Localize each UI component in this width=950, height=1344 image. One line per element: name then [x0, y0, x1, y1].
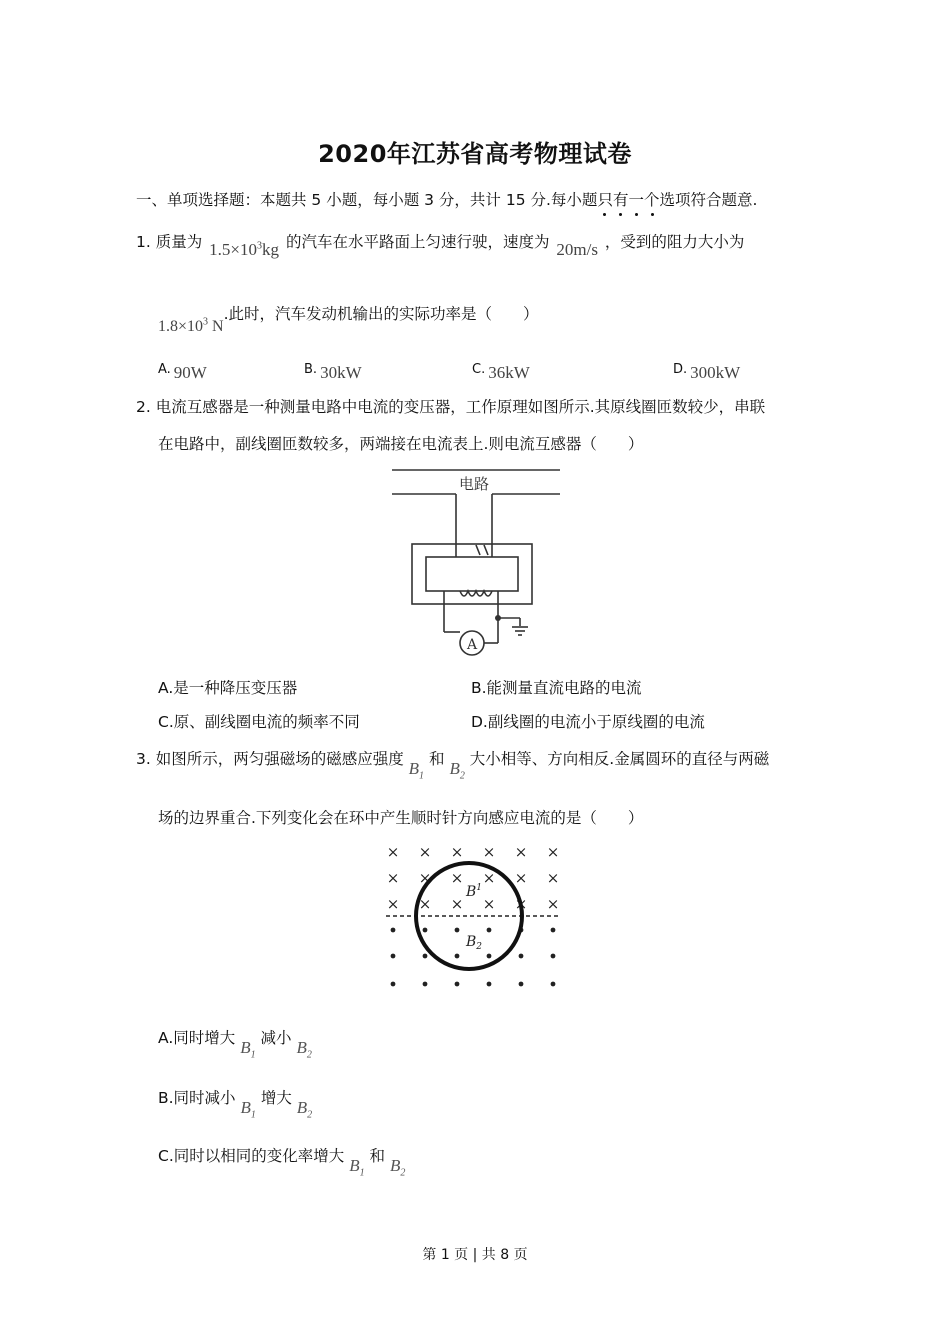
field-into-page-mark: × [450, 895, 464, 913]
q3-b1: $B_1$ [408, 759, 425, 782]
field-out-of-page-mark [455, 982, 460, 987]
q2-line1: 2. 电流互感器是一种测量电路中电流的变压器，工作原理如图所示.其原线圈匝数较少，串联 [136, 398, 766, 416]
field-into-page-mark: × [546, 843, 560, 861]
field-into-page-mark: × [482, 869, 496, 887]
page-footer: 第 1 页 | 共 8 页 [422, 1247, 528, 1263]
field-into-page-mark: × [482, 843, 496, 861]
q3-text-1: 3. 如图所示，两匀强磁场的磁感应强度 [136, 750, 404, 768]
field-into-page-mark: × [450, 843, 464, 861]
field-into-page-mark: × [546, 895, 560, 913]
q3-option-b[interactable]: B.同时减小 $B_1$ 增大 $B_2$ [158, 1089, 313, 1121]
q1-line1 [136, 230, 745, 259]
field-out-of-page-mark [455, 954, 460, 959]
field-into-page-mark: × [514, 843, 528, 861]
page-title: 2020年江苏省高考物理试卷 [318, 140, 632, 168]
q1-text-1: 1. 质量为 [136, 233, 203, 251]
field-into-page-mark: × [418, 843, 432, 861]
q3-option-c[interactable]: C.同时以相同的变化率增大 $B_1$ 和 $B_2$ [158, 1147, 406, 1179]
q3-magnetic-field-diagram [380, 838, 570, 998]
field-out-of-page-mark [487, 982, 492, 987]
q1-speed: 20m/s [556, 240, 598, 259]
field-into-page-mark: × [418, 895, 432, 913]
q1-line2 [158, 302, 539, 335]
q3-line1 [136, 747, 770, 782]
section-heading [136, 188, 757, 210]
field-into-page-mark: × [450, 869, 464, 887]
q3-line2: 场的边界重合.下列变化会在环中产生顺时针方向感应电流的是（ ） [158, 809, 644, 827]
field-into-page-mark: × [386, 895, 400, 913]
field-out-of-page-mark [391, 928, 396, 933]
q3-text-2: 大小相等、方向相反.金属圆环的直径与两磁 [469, 750, 770, 768]
q3-figure-b1: $B^1$ [466, 883, 483, 900]
q2-option-a[interactable]: A.是一种降压变压器 [158, 679, 298, 697]
field-out-of-page-mark [423, 928, 428, 933]
field-into-page-mark: × [386, 869, 400, 887]
q1-mass: $1.5\times 10^3kg$ [209, 240, 279, 259]
field-into-page-mark: × [386, 843, 400, 861]
section-heading-prefix: 一、单项选择题：本题共 5 小题，每小题 3 分，共计 15 分.每小题 [136, 191, 598, 209]
field-out-of-page-mark [551, 982, 556, 987]
field-out-of-page-mark [423, 982, 428, 987]
field-out-of-page-mark [519, 982, 524, 987]
q3-text-and: 和 [428, 750, 445, 768]
field-out-of-page-mark [487, 954, 492, 959]
q2-option-c[interactable]: C.原、副线圈电流的频率不同 [158, 713, 360, 731]
field-out-of-page-mark [423, 954, 428, 959]
field-into-page-mark: × [514, 895, 528, 913]
q3-option-a[interactable]: A.同时增大 $B_1$ 减小 $B_2$ [158, 1029, 312, 1061]
q1-force: $1.8\times 10^3$ N [158, 316, 224, 335]
q1-text-3: ，受到的阻力大小为 [604, 233, 745, 251]
field-into-page-mark: × [482, 895, 496, 913]
field-out-of-page-mark [551, 928, 556, 933]
q1-option-d[interactable]: D. 300kW [673, 362, 741, 382]
q2-option-d[interactable]: D.副线圈的电流小于原线圈的电流 [471, 713, 705, 731]
q2-figure-label: 电路 [458, 475, 490, 493]
field-out-of-page-mark [455, 928, 460, 933]
field-out-of-page-mark [391, 982, 396, 987]
q1-option-a[interactable]: A. 90W [158, 362, 207, 382]
q1-option-b[interactable]: B. 30kW [304, 362, 362, 382]
field-into-page-mark: × [546, 869, 560, 887]
q1-option-c[interactable]: C. 36kW [472, 362, 530, 382]
field-out-of-page-mark [391, 954, 396, 959]
q3-figure-b2: $B_2$ [466, 934, 483, 952]
field-into-page-mark: × [514, 869, 528, 887]
q2-transformer-diagram [380, 462, 580, 662]
q1-text-2: 的汽车在水平路面上匀速行驶，速度为 [285, 233, 550, 251]
q2-option-b[interactable]: B.能测量直流电路的电流 [471, 679, 642, 697]
field-out-of-page-mark [551, 954, 556, 959]
q1-text-4: .此时，汽车发动机输出的实际功率是（ ） [223, 305, 539, 323]
section-heading-emphasis: 只有一个 [597, 191, 659, 209]
q3-b2: $B_2$ [449, 759, 465, 782]
q2-line2: 在电路中，副线圈匝数较多，两端接在电流表上.则电流互感器（ ） [158, 435, 644, 453]
field-out-of-page-mark [487, 928, 492, 933]
field-out-of-page-mark [519, 954, 524, 959]
field-into-page-mark: × [418, 869, 432, 887]
q2-ammeter-label: A [466, 637, 478, 653]
section-heading-suffix: 选项符合题意. [659, 191, 758, 209]
